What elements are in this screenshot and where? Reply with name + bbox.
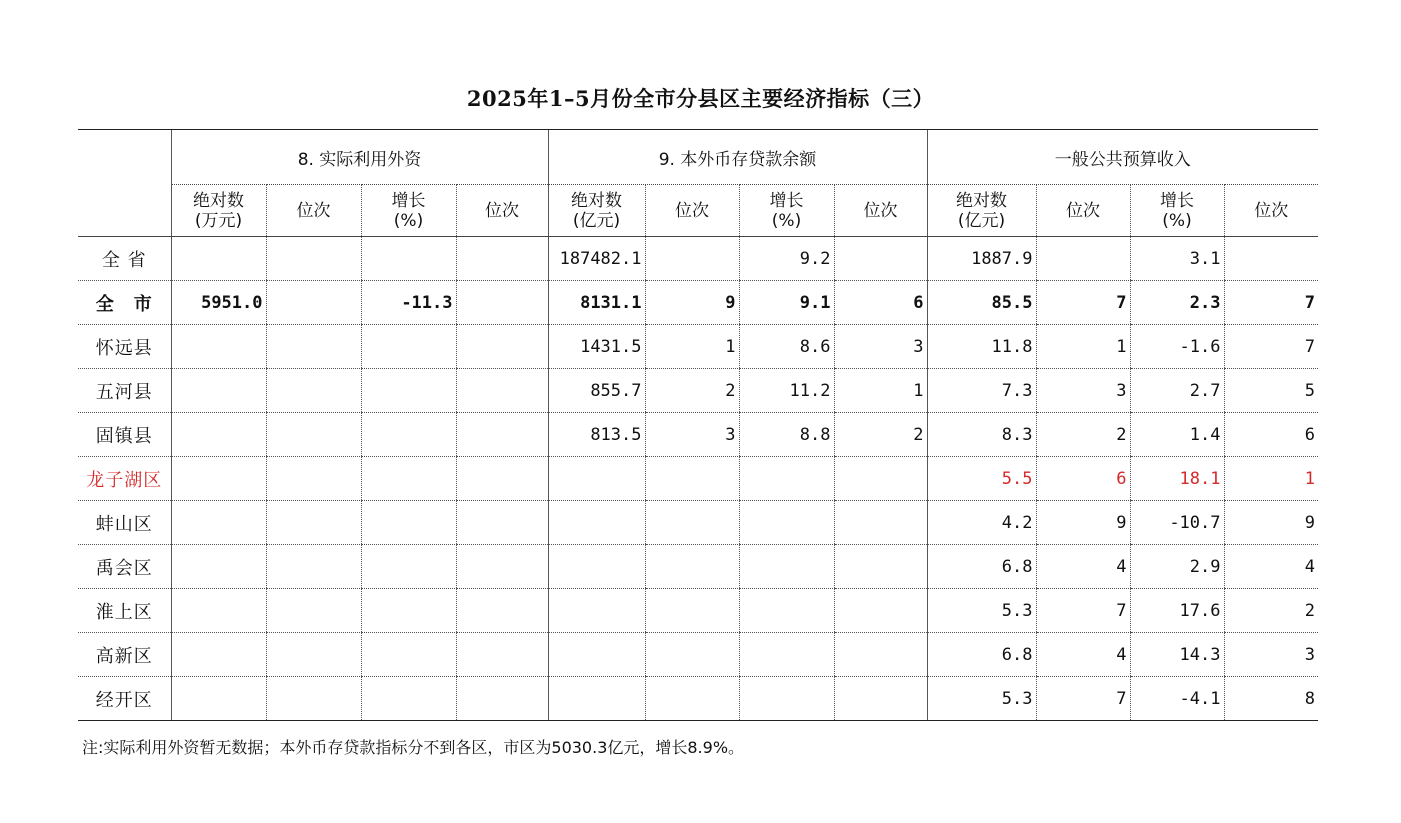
region-name: 五河县: [78, 369, 171, 413]
value-cell: [266, 545, 361, 589]
value-cell: 6: [1224, 413, 1318, 457]
region-name: 淮上区: [78, 589, 171, 633]
sub-header-cell: [1036, 185, 1130, 237]
value-cell: [739, 545, 834, 589]
value-cell: [456, 589, 548, 633]
value-cell: [456, 677, 548, 721]
value-cell: 7: [1036, 281, 1130, 325]
value-cell: [266, 633, 361, 677]
value-cell: [548, 589, 645, 633]
sub-header-label: 增长: [1160, 190, 1194, 211]
value-cell: [266, 501, 361, 545]
value-cell: 7: [1036, 677, 1130, 721]
indicator-table: [78, 129, 1318, 721]
value-cell: [456, 413, 548, 457]
value-cell: 855.7: [548, 369, 645, 413]
value-cell: 4.2: [927, 501, 1036, 545]
value-cell: [456, 501, 548, 545]
value-cell: [456, 237, 548, 281]
region-name: 全 市: [78, 281, 171, 325]
value-cell: -11.3: [361, 281, 456, 325]
sub-header-label: 位次: [296, 200, 331, 221]
value-cell: [739, 501, 834, 545]
value-cell: 9.1: [739, 281, 834, 325]
value-cell: 2.3: [1130, 281, 1224, 325]
value-cell: [645, 237, 739, 281]
sub-header-label: 增长: [769, 190, 804, 211]
value-cell: 2: [834, 413, 927, 457]
value-cell: 8: [1224, 677, 1318, 721]
value-cell: [171, 369, 266, 413]
table-row: [78, 589, 1318, 633]
sub-header-cell: [834, 185, 927, 237]
sub-header-row: [78, 185, 1318, 237]
value-cell: [834, 501, 927, 545]
value-cell: [266, 589, 361, 633]
value-cell: [456, 633, 548, 677]
sub-header-label: 增长: [391, 190, 426, 211]
sub-header-cell: [548, 185, 645, 237]
value-cell: [834, 457, 927, 501]
value-cell: 5.3: [927, 589, 1036, 633]
value-cell: 1: [834, 369, 927, 413]
table-row: [78, 369, 1318, 413]
value-cell: [361, 633, 456, 677]
value-cell: [266, 237, 361, 281]
value-cell: [645, 457, 739, 501]
region-name: 固镇县: [78, 413, 171, 457]
value-cell: [456, 369, 548, 413]
corner-cell: [78, 130, 171, 237]
value-cell: [548, 501, 645, 545]
sub-header-label: 位次: [1254, 200, 1289, 221]
value-cell: [834, 237, 927, 281]
value-cell: [361, 413, 456, 457]
value-cell: 2.7: [1130, 369, 1224, 413]
value-cell: [361, 369, 456, 413]
value-cell: [456, 457, 548, 501]
page-title: 2025年1–5月份全市分县区主要经济指标（三）: [466, 86, 935, 111]
value-cell: [739, 677, 834, 721]
value-cell: 3.1: [1130, 237, 1224, 281]
value-cell: 2: [1224, 589, 1318, 633]
value-cell: 1887.9: [927, 237, 1036, 281]
sub-header-cell: [171, 185, 266, 237]
value-cell: [548, 677, 645, 721]
value-cell: [171, 589, 266, 633]
value-cell: 3: [645, 413, 739, 457]
value-cell: -10.7: [1130, 501, 1224, 545]
group-header-foreign-investment: 8. 实际利用外资: [171, 130, 548, 185]
table-row: [78, 325, 1318, 369]
value-cell: [361, 325, 456, 369]
sub-header-label: 绝对数: [571, 190, 622, 211]
value-cell: 6.8: [927, 545, 1036, 589]
sub-header-cell: [266, 185, 361, 237]
value-cell: 2: [645, 369, 739, 413]
sub-header-unit: (%): [771, 210, 802, 231]
value-cell: [645, 501, 739, 545]
footnote: 注:实际利用外资暂无数据；本外币存贷款指标分不到各区，市区为5030.3亿元，增长8.9%。: [82, 738, 745, 757]
value-cell: 9: [645, 281, 739, 325]
region-name: 禹会区: [78, 545, 171, 589]
value-cell: [266, 457, 361, 501]
value-cell: 8.8: [739, 413, 834, 457]
value-cell: [645, 589, 739, 633]
region-name: 高新区: [78, 633, 171, 677]
value-cell: [266, 281, 361, 325]
value-cell: 3: [1224, 633, 1318, 677]
value-cell: 11.2: [739, 369, 834, 413]
sub-header-cell: [739, 185, 834, 237]
value-cell: [171, 501, 266, 545]
value-cell: 7: [1224, 325, 1318, 369]
value-cell: [834, 589, 927, 633]
value-cell: [645, 677, 739, 721]
value-cell: 9.2: [739, 237, 834, 281]
value-cell: [739, 589, 834, 633]
sub-header-label: 位次: [485, 200, 519, 221]
value-cell: 4: [1036, 545, 1130, 589]
value-cell: 2: [1036, 413, 1130, 457]
value-cell: [834, 677, 927, 721]
value-cell: [171, 413, 266, 457]
sub-header-label: 位次: [675, 200, 709, 221]
value-cell: 5.5: [927, 457, 1036, 501]
region-name: 经开区: [78, 677, 171, 721]
value-cell: [266, 369, 361, 413]
value-cell: 8131.1: [548, 281, 645, 325]
value-cell: 4: [1224, 545, 1318, 589]
value-cell: 8.3: [927, 413, 1036, 457]
group-header-row: [78, 130, 1318, 185]
value-cell: [361, 237, 456, 281]
sub-header-label: 位次: [863, 200, 898, 221]
value-cell: [548, 545, 645, 589]
table-row: [78, 501, 1318, 545]
sub-header-unit: (亿元): [572, 210, 621, 231]
value-cell: 3: [1036, 369, 1130, 413]
value-cell: 1: [1224, 457, 1318, 501]
value-cell: [171, 325, 266, 369]
value-cell: [834, 545, 927, 589]
table-row: [78, 545, 1318, 589]
table-row: [78, 633, 1318, 677]
value-cell: [361, 545, 456, 589]
value-cell: [456, 281, 548, 325]
sub-header-cell: [1224, 185, 1318, 237]
value-cell: 1: [645, 325, 739, 369]
value-cell: [456, 325, 548, 369]
sub-header-cell: [645, 185, 739, 237]
value-cell: [171, 677, 266, 721]
value-cell: 1: [1036, 325, 1130, 369]
sub-header-unit: (%): [1162, 210, 1192, 231]
sub-header-cell: [927, 185, 1036, 237]
value-cell: 6.8: [927, 633, 1036, 677]
value-cell: 11.8: [927, 325, 1036, 369]
sub-header-cell: [1130, 185, 1224, 237]
value-cell: [645, 545, 739, 589]
value-cell: [548, 633, 645, 677]
value-cell: [361, 501, 456, 545]
sub-header-label: 绝对数: [193, 190, 244, 211]
value-cell: 6: [834, 281, 927, 325]
value-cell: [171, 237, 266, 281]
value-cell: [645, 633, 739, 677]
table-row: [78, 281, 1318, 325]
value-cell: [548, 457, 645, 501]
value-cell: [456, 545, 548, 589]
value-cell: [266, 677, 361, 721]
value-cell: 9: [1036, 501, 1130, 545]
value-cell: 187482.1: [548, 237, 645, 281]
value-cell: [171, 545, 266, 589]
table-row: [78, 413, 1318, 457]
value-cell: -4.1: [1130, 677, 1224, 721]
value-cell: 18.1: [1130, 457, 1224, 501]
value-cell: [171, 633, 266, 677]
region-name: 龙子湖区: [78, 457, 171, 501]
value-cell: [739, 457, 834, 501]
table-row: [78, 237, 1318, 281]
value-cell: [1036, 237, 1130, 281]
region-name: 怀远县: [78, 325, 171, 369]
value-cell: 813.5: [548, 413, 645, 457]
value-cell: 2.9: [1130, 545, 1224, 589]
value-cell: 1.4: [1130, 413, 1224, 457]
value-cell: 5.3: [927, 677, 1036, 721]
table-row: [78, 677, 1318, 721]
value-cell: 1431.5: [548, 325, 645, 369]
sub-header-unit: (亿元): [957, 210, 1006, 231]
value-cell: [266, 413, 361, 457]
sub-header-unit: (万元): [194, 210, 243, 231]
value-cell: 3: [834, 325, 927, 369]
value-cell: [1224, 237, 1318, 281]
value-cell: 85.5: [927, 281, 1036, 325]
sub-header-label: 绝对数: [956, 190, 1007, 211]
value-cell: [266, 325, 361, 369]
value-cell: 7.3: [927, 369, 1036, 413]
value-cell: 8.6: [739, 325, 834, 369]
value-cell: 4: [1036, 633, 1130, 677]
value-cell: 6: [1036, 457, 1130, 501]
value-cell: 7: [1224, 281, 1318, 325]
value-cell: [834, 633, 927, 677]
value-cell: 14.3: [1130, 633, 1224, 677]
value-cell: [361, 457, 456, 501]
sub-header-cell: [456, 185, 548, 237]
value-cell: [361, 677, 456, 721]
value-cell: 5: [1224, 369, 1318, 413]
sub-header-cell: [361, 185, 456, 237]
value-cell: 17.6: [1130, 589, 1224, 633]
group-header-budget-revenue: 一般公共预算收入: [927, 130, 1318, 185]
region-name: 蚌山区: [78, 501, 171, 545]
region-name: 全 省: [78, 237, 171, 281]
group-header-deposits-loans: 9. 本外币存贷款余额: [548, 130, 927, 185]
value-cell: [361, 589, 456, 633]
value-cell: 5951.0: [171, 281, 266, 325]
value-cell: 9: [1224, 501, 1318, 545]
value-cell: [739, 633, 834, 677]
value-cell: 7: [1036, 589, 1130, 633]
table-row: [78, 457, 1318, 501]
sub-header-unit: (%): [393, 210, 424, 231]
value-cell: [171, 457, 266, 501]
sub-header-label: 位次: [1066, 200, 1100, 221]
value-cell: -1.6: [1130, 325, 1224, 369]
